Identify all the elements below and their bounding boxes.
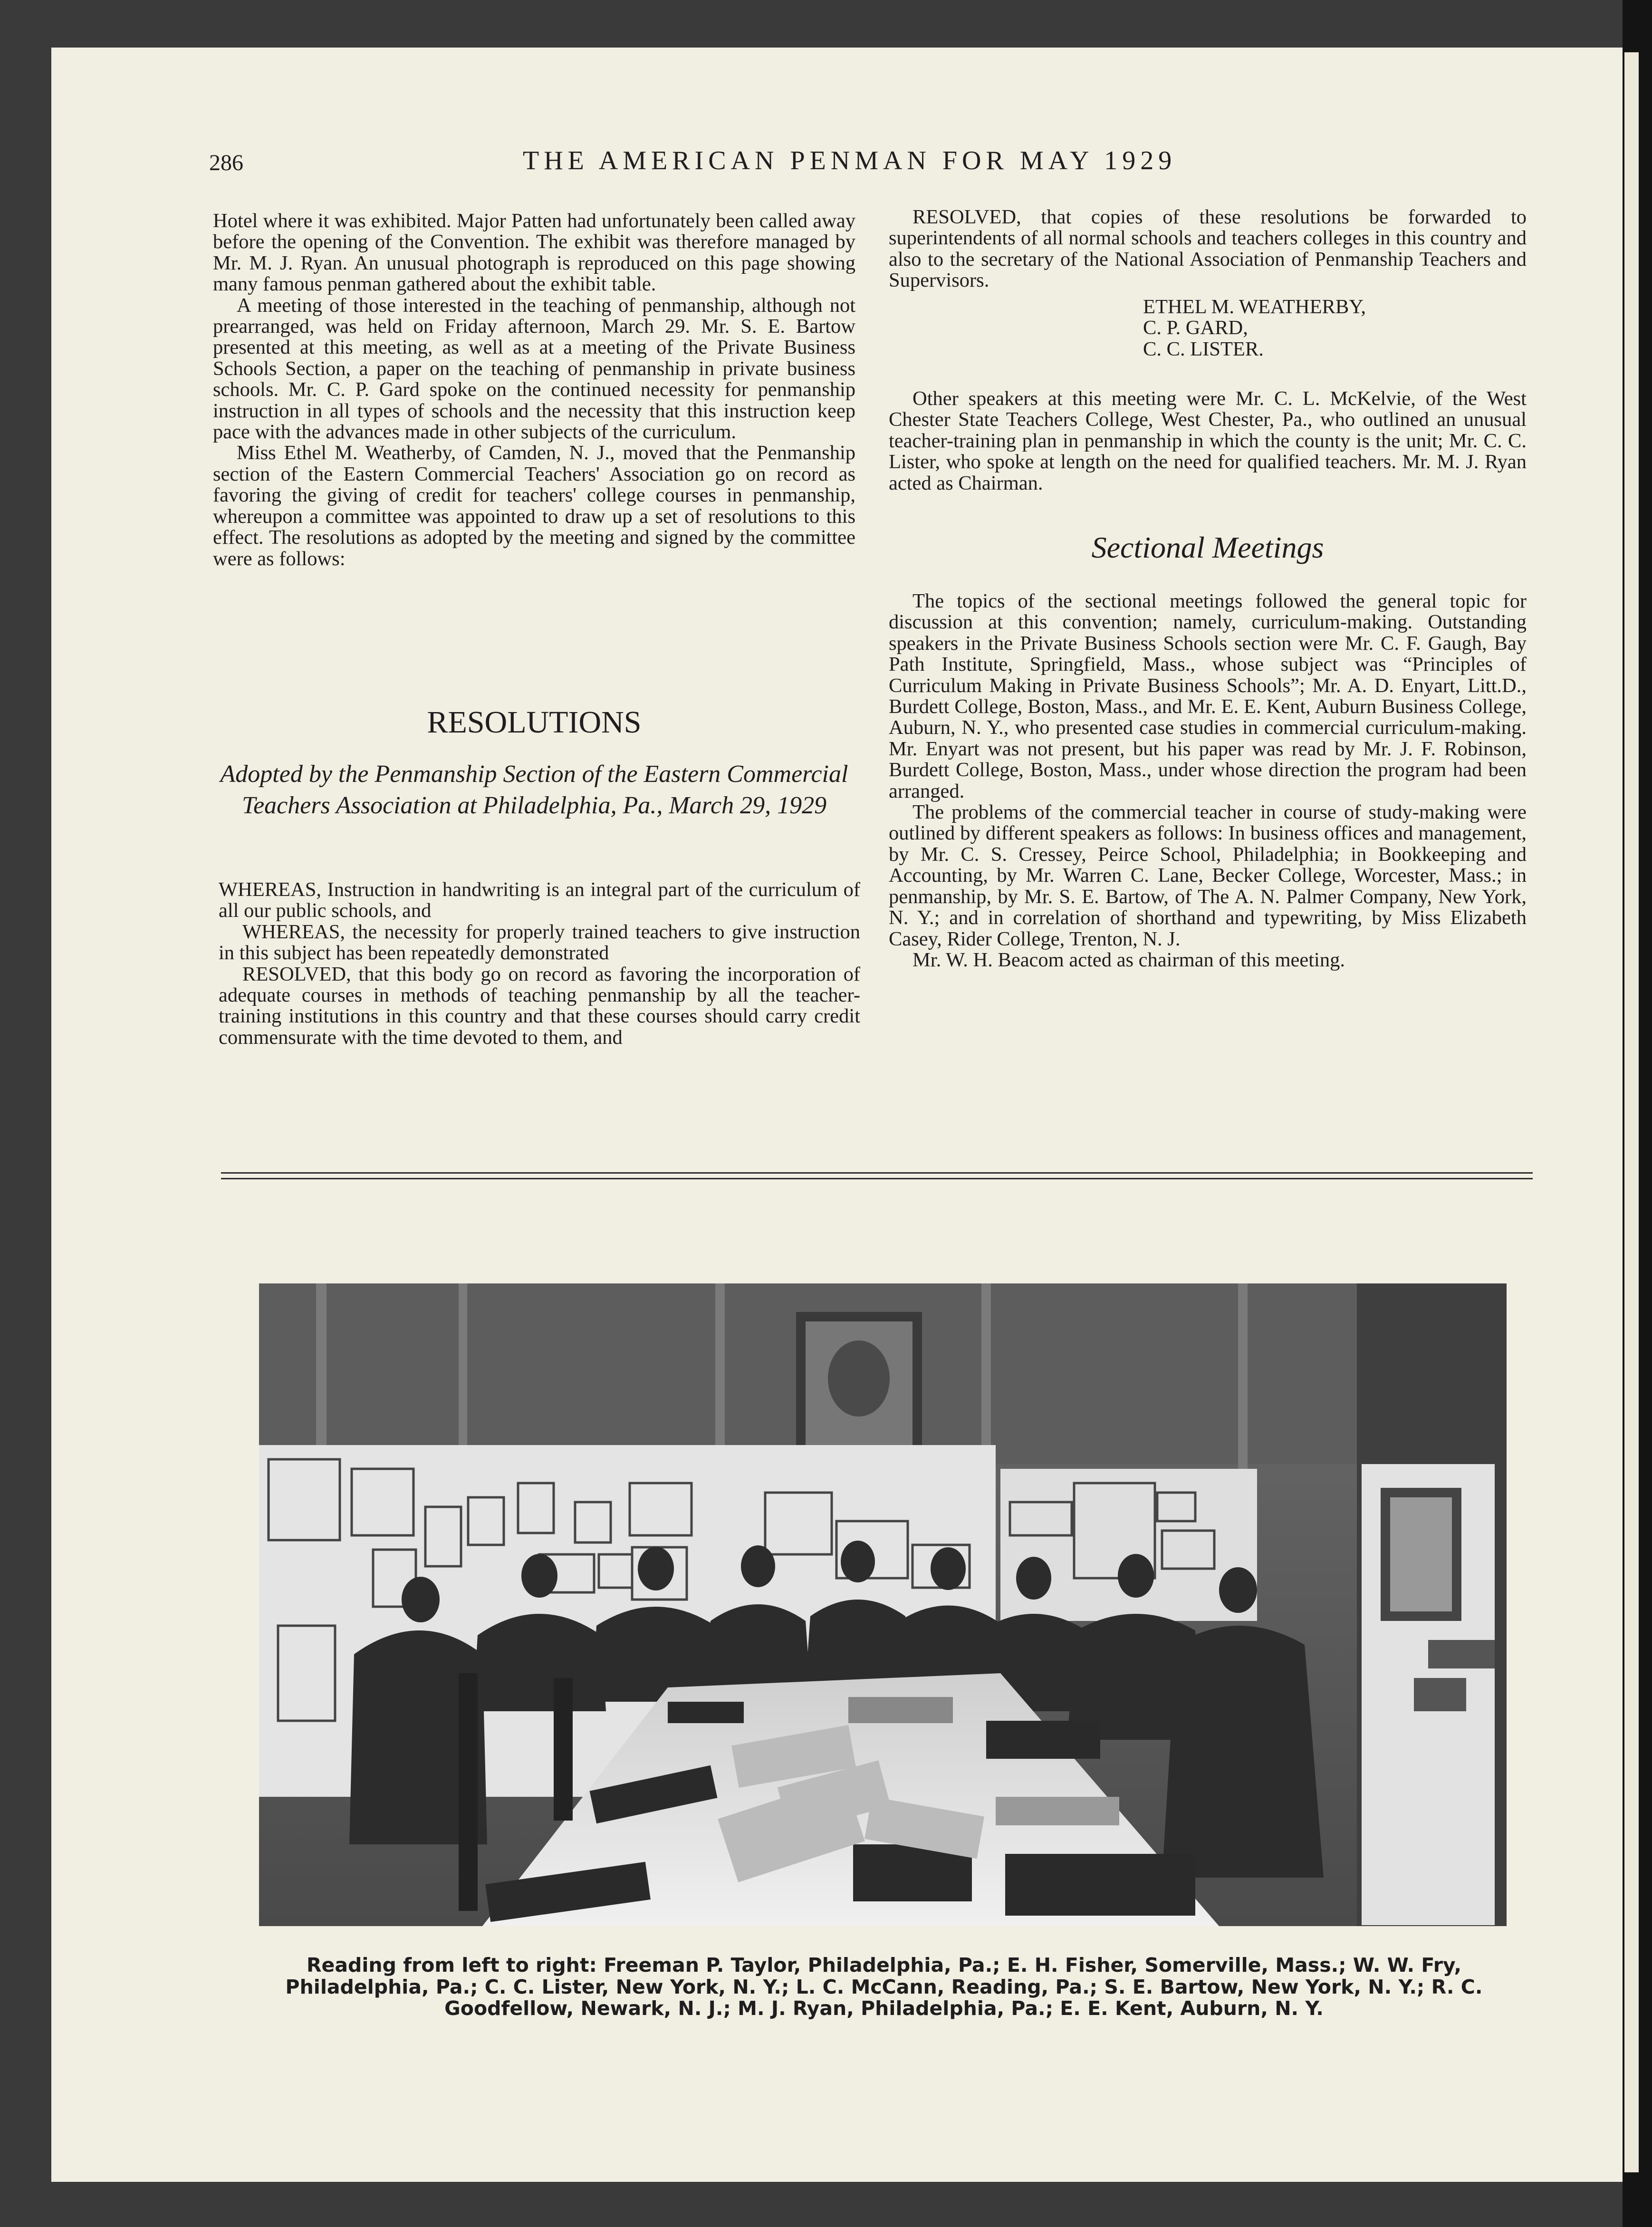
- resolutions-subheading: Adopted by the Penmanship Section of the Eastern Commercial Teachers Association at Philadelphia, Pa., March 29, 1929: [220, 761, 848, 819]
- resolved-paragraph: RESOLVED, that this body go on record as favoring the incorporation of adequate courses in methods of teaching penmanship by all the teacher-training institutions in this country and that these courses should carry credit commensurate with the time devoted to them, and: [219, 963, 860, 1049]
- paragraph: The topics of the sectional meetings followed the general topic for discussion at this convention; namely, curriculum-making. Outstanding speakers in the Private Business Schools section were Mr. C. F. Gaugh, Bay Path Institute, Springfield, Mass., whose subject was “Principles of Curriculum Making in Private Business Schools”; Mr. A. D. Enyart, Litt.D., Burdett College, Boston, Mass., and Mr. E. E. Kent, Auburn Business College, Auburn, N. Y., who presented case studies in commercial curriculum-making. Mr. Enyart was not present, but his paper was read by Mr. J. F. Robinson, Burdett College, Boston, Mass., under whose direction the program had been arranged.: [889, 590, 1527, 802]
- page-number: 286: [209, 150, 243, 175]
- sectional-meetings-heading: Sectional Meetings: [1091, 530, 1324, 564]
- right-column-resolved: [889, 207, 1527, 291]
- signature-line: C. P. GARD,: [1143, 317, 1248, 339]
- paragraph: Miss Ethel M. Weatherby, of Camden, N. J., moved that the Penmanship section of the Eastern Commercial Teachers' Association go on record as favoring the giving of credit for teachers' college courses in penmanship, whereupon a committee was appointed to draw up a set of resolutions to this effect. The resolutions as adopted by the meeting and signed by the committee were as follows:: [213, 442, 855, 570]
- other-speakers-text: [889, 388, 1527, 494]
- group-photograph: [259, 1283, 1507, 1926]
- left-column-text: [213, 211, 855, 569]
- sectional-meetings-text: [889, 591, 1527, 971]
- resolved-paragraph: RESOLVED, that copies of these resolutions be forwarded to superintendents of all normal schools and teachers colleges in this country and also to the secretary of the National Association of Penmanship Teachers and Supervisors.: [889, 206, 1527, 292]
- whereas-paragraph: WHEREAS, Instruction in handwriting is an integral part of the curriculum of all our public schools, and: [219, 878, 860, 922]
- photo-caption: Reading from left to right: Freeman P. Taylor, Philadelphia, Pa.; E. H. Fisher, Somerville, Mass.; W. W. Fry, Philadelphia, Pa.; C. C. Lister, New York, N. Y.; L. C. McCann, Reading, Pa.; S. E. Bartow, New York, N. Y.; R. C. Goodfellow, Newark, N. J.; M. J. Ryan, Philadelphia, Pa.; E. E. Kent, Auburn, N. Y.: [285, 1954, 1483, 2020]
- paragraph: Mr. W. H. Beacom acted as chairman of this meeting.: [912, 948, 1345, 971]
- divider-rule: [221, 1178, 1533, 1179]
- signature-line: C. C. LISTER.: [1143, 337, 1264, 360]
- paragraph: The problems of the commercial teacher in course of study-making were outlined by different speakers as follows: In business offices and management, by Mr. C. S. Cressey, Peirce School, Philadelphia; in Bookkeeping and Accounting, by Mr. Warren C. Lane, Becker College, Worcester, Mass.; in penmanship, by Mr. S. E. Bartow, of The A. N. Palmer Company, New York, N. Y.; and in correlation of shorthand and typewriting, by Miss Elizabeth Casey, Rider College, Trenton, N. J.: [889, 801, 1527, 950]
- paragraph: Hotel where it was exhibited. Major Patten had unfortunately been called away before the opening of the Convention. The exhibit was therefore managed by Mr. M. J. Ryan. An unusual photograph is reproduced on this page showing many famous penman gathered about the exhibit table.: [213, 210, 855, 296]
- signature-line: ETHEL M. WEATHERBY,: [1143, 296, 1366, 318]
- resolutions-text: [219, 879, 860, 1048]
- paragraph: A meeting of those interested in the teaching of penmanship, although not prearranged, was held on Friday afternoon, March 29. Mr. S. E. Bartow presented at this meeting, as well as at a meeting of the Private Business Schools Section, a paper on the teaching of penmanship in private business schools. Mr. C. P. Gard spoke on the continued necessity for penmanship instruction in all types of schools and the necessity that this instruction keep pace with the advances made in other subjects of the curriculum.: [213, 294, 855, 443]
- divider-rule: [221, 1172, 1533, 1174]
- running-head: THE AMERICAN PENMAN FOR MAY 1929: [523, 146, 1177, 175]
- whereas-paragraph: WHEREAS, the necessity for properly trained teachers to give instruction in this subject has been repeatedly demonstrated: [219, 920, 860, 964]
- committee-signatures: [1143, 297, 1366, 360]
- paragraph: Other speakers at this meeting were Mr. C. L. McKelvie, of the West Chester State Teachers College, West Chester, Pa., who outlined an unusual teacher-training plan in penmanship in which the county is the unit; Mr. C. C. Lister, who spoke at length on the need for qualified teachers. Mr. M. J. Ryan acted as Chairman.: [889, 387, 1527, 494]
- resolutions-heading: RESOLUTIONS: [427, 705, 642, 740]
- page-binding-edge: [1623, 0, 1652, 2227]
